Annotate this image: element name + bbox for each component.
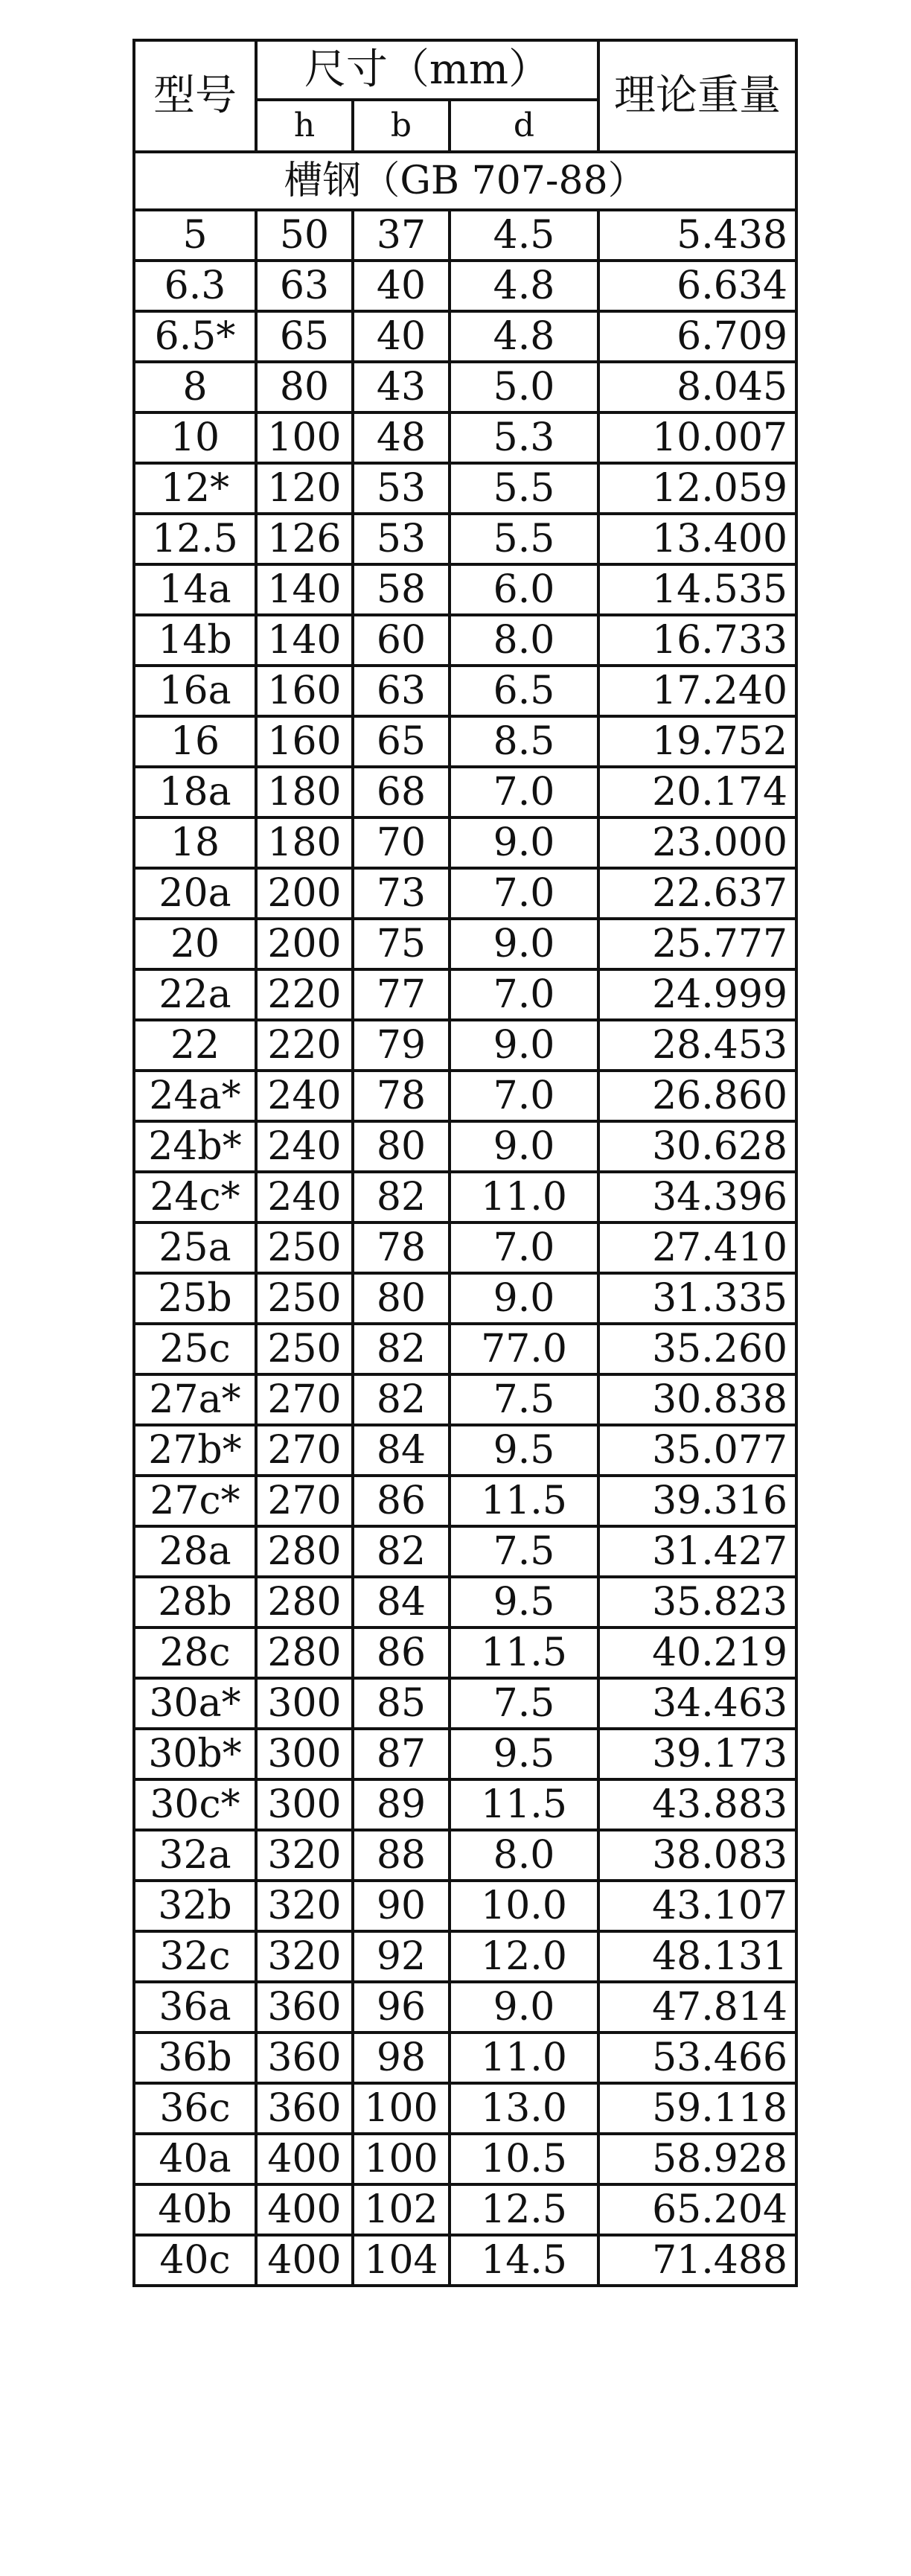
cell-model: 30c* (134, 1779, 256, 1830)
cell-b: 73 (353, 868, 450, 919)
cell-b: 58 (353, 564, 450, 615)
table-row (134, 2134, 796, 2184)
header-row-top (134, 40, 796, 100)
cell-d: 11.0 (450, 1172, 598, 1222)
cell-b: 89 (353, 1779, 450, 1830)
table-row (134, 564, 796, 615)
cell-h: 50 (256, 210, 353, 261)
cell-d: 7.0 (450, 868, 598, 919)
cell-weight: 59.118 (598, 2083, 796, 2134)
table-row (134, 615, 796, 666)
cell-b: 87 (353, 1729, 450, 1779)
cell-weight: 19.752 (598, 716, 796, 767)
cell-b: 77 (353, 969, 450, 1020)
cell-weight: 39.173 (598, 1729, 796, 1779)
cell-model: 20a (134, 868, 256, 919)
cell-b: 53 (353, 514, 450, 564)
cell-d: 11.5 (450, 1627, 598, 1678)
cell-b: 79 (353, 1020, 450, 1071)
table-row (134, 463, 796, 514)
cell-b: 98 (353, 2033, 450, 2083)
cell-h: 250 (256, 1273, 353, 1324)
cell-d: 11.5 (450, 1476, 598, 1526)
cell-weight: 23.000 (598, 817, 796, 868)
cell-h: 120 (256, 463, 353, 514)
cell-b: 53 (353, 463, 450, 514)
cell-d: 12.0 (450, 1931, 598, 1982)
cell-d: 7.0 (450, 767, 598, 817)
table-row (134, 1425, 796, 1476)
cell-weight: 38.083 (598, 1830, 796, 1881)
cell-model: 24a* (134, 1071, 256, 1121)
cell-b: 65 (353, 716, 450, 767)
cell-weight: 6.634 (598, 261, 796, 311)
table-row (134, 210, 796, 261)
cell-model: 32b (134, 1881, 256, 1931)
cell-d: 8.0 (450, 615, 598, 666)
cell-h: 240 (256, 1172, 353, 1222)
cell-h: 200 (256, 868, 353, 919)
cell-model: 14b (134, 615, 256, 666)
cell-h: 300 (256, 1678, 353, 1729)
cell-weight: 8.045 (598, 362, 796, 412)
cell-b: 82 (353, 1324, 450, 1374)
table-row (134, 1374, 796, 1425)
cell-h: 400 (256, 2134, 353, 2184)
cell-model: 27c* (134, 1476, 256, 1526)
cell-h: 180 (256, 767, 353, 817)
table-row (134, 514, 796, 564)
cell-b: 40 (353, 261, 450, 311)
cell-b: 68 (353, 767, 450, 817)
cell-h: 280 (256, 1526, 353, 1577)
cell-b: 100 (353, 2083, 450, 2134)
cell-d: 9.0 (450, 1121, 598, 1172)
cell-d: 7.0 (450, 1222, 598, 1273)
cell-d: 9.0 (450, 919, 598, 969)
cell-model: 22a (134, 969, 256, 1020)
cell-d: 10.5 (450, 2134, 598, 2184)
header-size: 尺寸（mm） (256, 40, 598, 100)
cell-model: 18a (134, 767, 256, 817)
header-b: b (353, 100, 450, 152)
table-row (134, 1273, 796, 1324)
table-row (134, 1222, 796, 1273)
cell-model: 28c (134, 1627, 256, 1678)
cell-weight: 35.260 (598, 1324, 796, 1374)
header-d: d (450, 100, 598, 152)
cell-d: 7.5 (450, 1526, 598, 1577)
cell-d: 7.5 (450, 1678, 598, 1729)
cell-h: 140 (256, 564, 353, 615)
cell-weight: 25.777 (598, 919, 796, 969)
cell-model: 27b* (134, 1425, 256, 1476)
cell-weight: 12.059 (598, 463, 796, 514)
cell-model: 40b (134, 2184, 256, 2235)
cell-d: 10.0 (450, 1881, 598, 1931)
table-row (134, 1476, 796, 1526)
cell-h: 240 (256, 1121, 353, 1172)
cell-weight: 27.410 (598, 1222, 796, 1273)
cell-model: 30b* (134, 1729, 256, 1779)
cell-d: 9.0 (450, 1020, 598, 1071)
cell-b: 63 (353, 666, 450, 716)
cell-model: 36b (134, 2033, 256, 2083)
cell-weight: 34.463 (598, 1678, 796, 1729)
cell-d: 12.5 (450, 2184, 598, 2235)
table-row (134, 2033, 796, 2083)
cell-model: 10 (134, 412, 256, 463)
cell-h: 400 (256, 2235, 353, 2286)
cell-b: 86 (353, 1627, 450, 1678)
cell-b: 82 (353, 1172, 450, 1222)
cell-weight: 65.204 (598, 2184, 796, 2235)
cell-weight: 30.838 (598, 1374, 796, 1425)
cell-weight: 35.077 (598, 1425, 796, 1476)
cell-weight: 13.400 (598, 514, 796, 564)
cell-weight: 10.007 (598, 412, 796, 463)
cell-h: 360 (256, 2083, 353, 2134)
cell-h: 360 (256, 2033, 353, 2083)
cell-h: 320 (256, 1931, 353, 1982)
cell-d: 5.5 (450, 514, 598, 564)
table-body (134, 40, 796, 2286)
header-model: 型号 (134, 40, 256, 152)
cell-d: 11.5 (450, 1779, 598, 1830)
cell-weight: 24.999 (598, 969, 796, 1020)
cell-weight: 6.709 (598, 311, 796, 362)
table-row (134, 1729, 796, 1779)
cell-b: 78 (353, 1222, 450, 1273)
cell-h: 65 (256, 311, 353, 362)
cell-model: 25b (134, 1273, 256, 1324)
table-row (134, 412, 796, 463)
cell-weight: 5.438 (598, 210, 796, 261)
cell-b: 96 (353, 1982, 450, 2033)
cell-model: 25c (134, 1324, 256, 1374)
cell-weight: 31.427 (598, 1526, 796, 1577)
table-row (134, 1830, 796, 1881)
cell-d: 8.5 (450, 716, 598, 767)
cell-model: 40c (134, 2235, 256, 2286)
cell-weight: 47.814 (598, 1982, 796, 2033)
cell-weight: 22.637 (598, 868, 796, 919)
cell-h: 280 (256, 1577, 353, 1627)
cell-weight: 71.488 (598, 2235, 796, 2286)
cell-b: 84 (353, 1577, 450, 1627)
table-row (134, 1678, 796, 1729)
cell-d: 5.3 (450, 412, 598, 463)
cell-d: 4.8 (450, 311, 598, 362)
cell-h: 200 (256, 919, 353, 969)
cell-b: 88 (353, 1830, 450, 1881)
cell-weight: 16.733 (598, 615, 796, 666)
section-title: 槽钢（GB 707-88） (134, 152, 796, 210)
cell-weight: 53.466 (598, 2033, 796, 2083)
cell-model: 22 (134, 1020, 256, 1071)
cell-weight: 20.174 (598, 767, 796, 817)
cell-h: 250 (256, 1222, 353, 1273)
cell-model: 12.5 (134, 514, 256, 564)
table-row (134, 1020, 796, 1071)
cell-b: 82 (353, 1374, 450, 1425)
cell-model: 28a (134, 1526, 256, 1577)
cell-weight: 28.453 (598, 1020, 796, 1071)
cell-model: 18 (134, 817, 256, 868)
cell-d: 7.0 (450, 969, 598, 1020)
table-row (134, 1577, 796, 1627)
table-row (134, 1172, 796, 1222)
cell-h: 300 (256, 1729, 353, 1779)
cell-d: 9.0 (450, 1273, 598, 1324)
cell-h: 270 (256, 1425, 353, 1476)
cell-h: 63 (256, 261, 353, 311)
cell-d: 6.5 (450, 666, 598, 716)
cell-model: 27a* (134, 1374, 256, 1425)
table-row (134, 919, 796, 969)
cell-weight: 34.396 (598, 1172, 796, 1222)
cell-model: 32c (134, 1931, 256, 1982)
cell-h: 320 (256, 1830, 353, 1881)
cell-h: 270 (256, 1476, 353, 1526)
cell-model: 6.5* (134, 311, 256, 362)
table-row (134, 817, 796, 868)
cell-h: 240 (256, 1071, 353, 1121)
cell-model: 36a (134, 1982, 256, 2033)
cell-model: 28b (134, 1577, 256, 1627)
cell-h: 126 (256, 514, 353, 564)
cell-h: 100 (256, 412, 353, 463)
cell-model: 20 (134, 919, 256, 969)
table-row (134, 767, 796, 817)
cell-weight: 43.883 (598, 1779, 796, 1830)
cell-model: 16a (134, 666, 256, 716)
cell-h: 160 (256, 716, 353, 767)
cell-model: 30a* (134, 1678, 256, 1729)
cell-d: 7.5 (450, 1374, 598, 1425)
cell-model: 24c* (134, 1172, 256, 1222)
cell-h: 320 (256, 1881, 353, 1931)
cell-model: 32a (134, 1830, 256, 1881)
table-row (134, 1779, 796, 1830)
cell-model: 24b* (134, 1121, 256, 1172)
cell-b: 48 (353, 412, 450, 463)
table-row (134, 1931, 796, 1982)
cell-model: 5 (134, 210, 256, 261)
cell-b: 78 (353, 1071, 450, 1121)
table-row (134, 969, 796, 1020)
cell-b: 80 (353, 1121, 450, 1172)
cell-weight: 39.316 (598, 1476, 796, 1526)
cell-h: 300 (256, 1779, 353, 1830)
table-row (134, 311, 796, 362)
cell-d: 7.0 (450, 1071, 598, 1121)
cell-weight: 17.240 (598, 666, 796, 716)
cell-b: 102 (353, 2184, 450, 2235)
table-row (134, 1324, 796, 1374)
cell-model: 8 (134, 362, 256, 412)
cell-d: 9.0 (450, 1982, 598, 2033)
cell-h: 140 (256, 615, 353, 666)
cell-weight: 40.219 (598, 1627, 796, 1678)
steel-channel-table (132, 39, 798, 2287)
section-row (134, 152, 796, 210)
cell-model: 6.3 (134, 261, 256, 311)
header-weight: 理论重量 (598, 40, 796, 152)
table-row (134, 2184, 796, 2235)
cell-b: 40 (353, 311, 450, 362)
cell-d: 77.0 (450, 1324, 598, 1374)
table-row (134, 1121, 796, 1172)
cell-b: 104 (353, 2235, 450, 2286)
cell-b: 75 (353, 919, 450, 969)
cell-b: 84 (353, 1425, 450, 1476)
table-row (134, 1071, 796, 1121)
cell-model: 14a (134, 564, 256, 615)
table-row (134, 1526, 796, 1577)
cell-b: 100 (353, 2134, 450, 2184)
cell-d: 9.0 (450, 817, 598, 868)
table-row (134, 2083, 796, 2134)
cell-h: 180 (256, 817, 353, 868)
cell-h: 400 (256, 2184, 353, 2235)
cell-d: 5.5 (450, 463, 598, 514)
cell-h: 270 (256, 1374, 353, 1425)
cell-h: 160 (256, 666, 353, 716)
cell-b: 85 (353, 1678, 450, 1729)
header-h: h (256, 100, 353, 152)
cell-weight: 26.860 (598, 1071, 796, 1121)
cell-b: 37 (353, 210, 450, 261)
cell-weight: 31.335 (598, 1273, 796, 1324)
cell-model: 16 (134, 716, 256, 767)
cell-b: 90 (353, 1881, 450, 1931)
table-row (134, 1627, 796, 1678)
cell-h: 280 (256, 1627, 353, 1678)
cell-h: 80 (256, 362, 353, 412)
cell-d: 4.8 (450, 261, 598, 311)
cell-d: 13.0 (450, 2083, 598, 2134)
cell-weight: 14.535 (598, 564, 796, 615)
cell-d: 5.0 (450, 362, 598, 412)
cell-model: 40a (134, 2134, 256, 2184)
steel-channel-table-sheet (132, 39, 795, 2287)
cell-weight: 43.107 (598, 1881, 796, 1931)
cell-d: 6.0 (450, 564, 598, 615)
cell-b: 92 (353, 1931, 450, 1982)
cell-b: 86 (353, 1476, 450, 1526)
cell-d: 8.0 (450, 1830, 598, 1881)
table-row (134, 868, 796, 919)
table-row (134, 2235, 796, 2286)
table-row (134, 666, 796, 716)
cell-b: 80 (353, 1273, 450, 1324)
cell-d: 9.5 (450, 1425, 598, 1476)
cell-b: 70 (353, 817, 450, 868)
cell-model: 36c (134, 2083, 256, 2134)
cell-weight: 35.823 (598, 1577, 796, 1627)
cell-h: 360 (256, 1982, 353, 2033)
cell-d: 4.5 (450, 210, 598, 261)
cell-h: 250 (256, 1324, 353, 1374)
cell-weight: 48.131 (598, 1931, 796, 1982)
cell-h: 220 (256, 969, 353, 1020)
table-row (134, 261, 796, 311)
cell-weight: 30.628 (598, 1121, 796, 1172)
cell-model: 25a (134, 1222, 256, 1273)
table-row (134, 1881, 796, 1931)
cell-h: 220 (256, 1020, 353, 1071)
table-row (134, 716, 796, 767)
table-row (134, 362, 796, 412)
table-row (134, 1982, 796, 2033)
cell-d: 9.5 (450, 1577, 598, 1627)
cell-model: 12* (134, 463, 256, 514)
cell-b: 43 (353, 362, 450, 412)
cell-b: 60 (353, 615, 450, 666)
cell-b: 82 (353, 1526, 450, 1577)
cell-weight: 58.928 (598, 2134, 796, 2184)
cell-d: 9.5 (450, 1729, 598, 1779)
cell-d: 11.0 (450, 2033, 598, 2083)
cell-d: 14.5 (450, 2235, 598, 2286)
